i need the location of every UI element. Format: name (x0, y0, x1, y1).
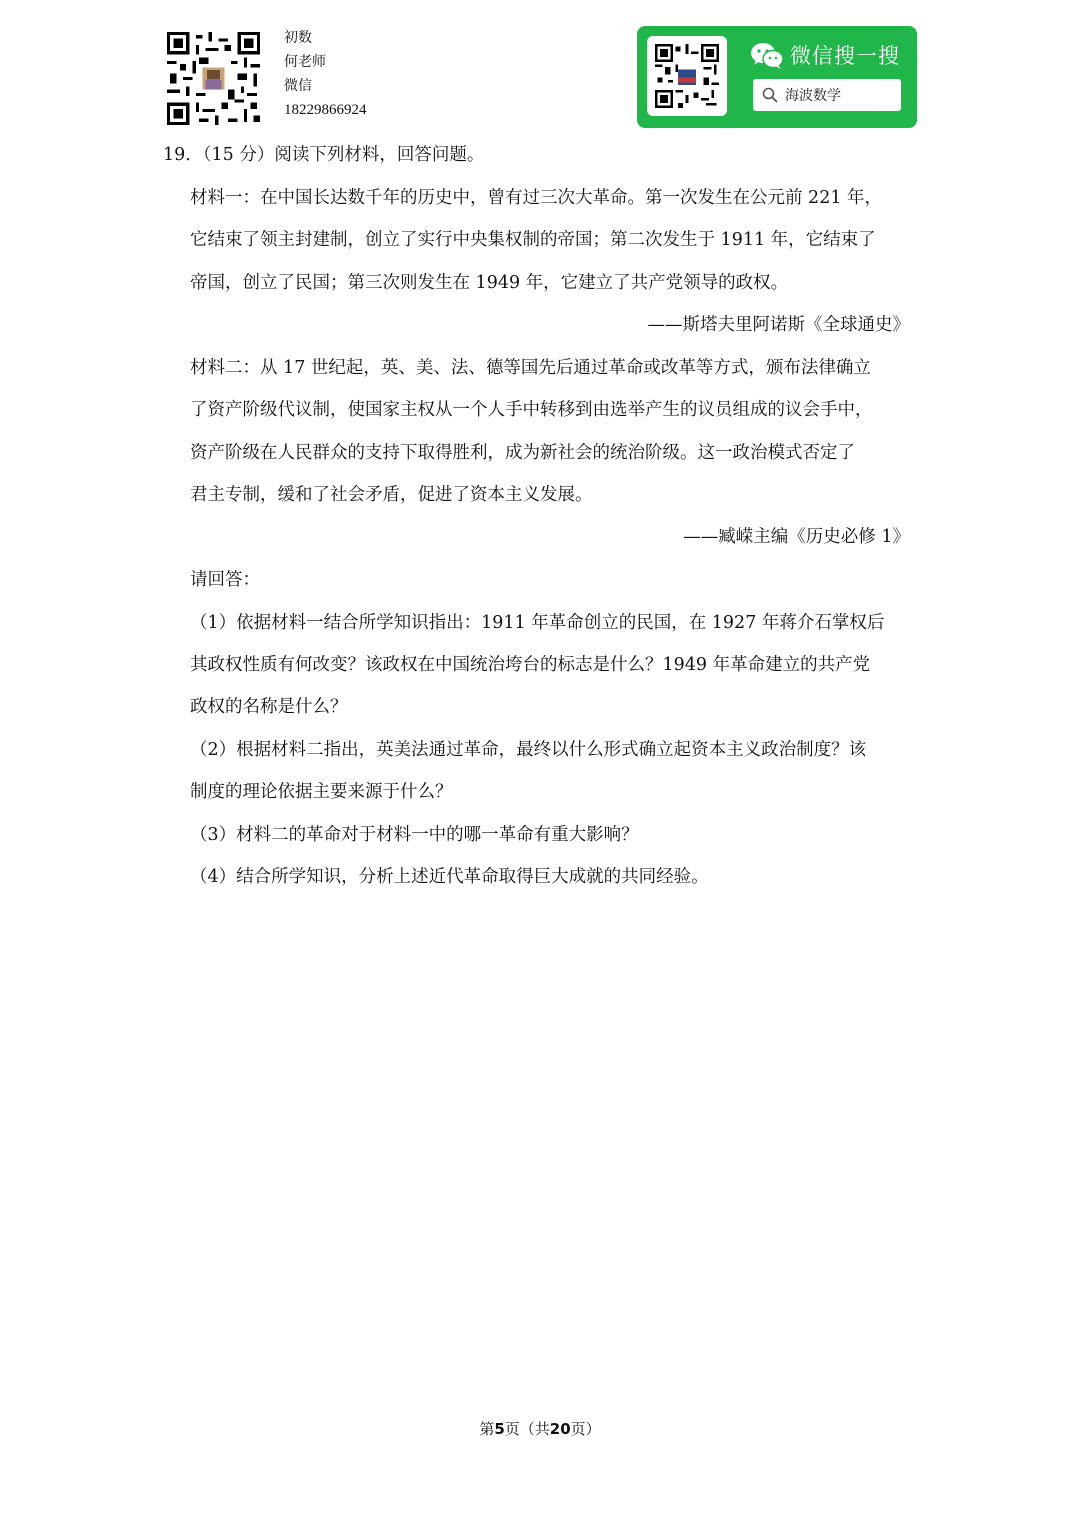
material1-source: ——斯塔夫里阿诺斯《全球通史》 (647, 315, 910, 335)
qr-code-teacher (167, 32, 260, 125)
wechat-search-card[interactable] (637, 26, 917, 128)
answer-prompt: 请回答： (190, 570, 260, 590)
subquestion-1-line: 政权的名称是什么？ (190, 697, 348, 717)
footer-prefix: 第 (479, 1420, 495, 1438)
wechat-logo-icon (750, 42, 784, 70)
subquestion-3: （3）材料二的革命对于材料一中的哪一革命有重大影响？ (190, 825, 639, 845)
subquestion-1-line: （1）依据材料一结合所学知识指出：1911 年革命创立的民国，在 1927 年蒋介石掌权后 (190, 613, 885, 633)
subquestion-1-line: 其政权性质有何改变？该政权在中国统治垮台的标志是什么？1949 年革命建立的共产党 (190, 655, 871, 675)
question-header: 19．（15 分）阅读下列材料，回答问题。 (163, 145, 485, 165)
material1-line: 材料一：在中国长达数千年的历史中，曾有过三次大革命。第一次发生在公元前 221 年， (190, 188, 883, 208)
material1-line: 它结束了领主封建制，创立了实行中央集权制的帝国；第二次发生于 1911 年，它结束了 (190, 230, 876, 250)
footer-total-pages: 20 (549, 1420, 571, 1438)
footer-suffix: 页） (570, 1420, 601, 1438)
material2-line: 君主专制，缓和了社会矛盾，促进了资本主义发展。 (190, 485, 593, 505)
material2-line: 了资产阶级代议制，使国家主权从一个人手中转移到由选举产生的议员组成的议会手中， (190, 400, 873, 420)
footer-mid: 页（共 (504, 1420, 550, 1438)
material2-source: ——臧嵘主编《历史必修 1》 (683, 527, 910, 547)
search-icon (762, 87, 778, 103)
contact-phone: 18229866924 (284, 102, 367, 118)
material2-line: 材料二：从 17 世纪起，英、美、法、德等国先后通过革命或改革等方式，颁布法律确立 (190, 358, 871, 378)
wechat-search-query: 海波数学 (785, 88, 841, 104)
material2-line: 资产阶级在人民群众的支持下取得胜利，成为新社会的统治阶级。这一政治模式否定了 (190, 443, 855, 463)
qr-code-wechat-holder (647, 36, 727, 116)
material1-line: 帝国，创立了民国；第三次则发生在 1949 年，它建立了共产党领导的政权。 (190, 273, 789, 293)
wechat-search-title: 微信搜一搜 (790, 44, 900, 68)
subquestion-2-line: （2）根据材料二指出，英美法通过革命，最终以什么形式确立起资本主义政治制度？该 (190, 740, 867, 760)
contact-label-subject: 初数 (284, 30, 312, 46)
contact-teacher-name: 何老师 (284, 54, 326, 70)
wechat-search-box[interactable] (753, 79, 901, 111)
contact-label-wechat: 微信 (284, 78, 312, 94)
subquestion-2-line: 制度的理论依据主要来源于什么？ (190, 782, 453, 802)
footer-page-number: 5 (494, 1420, 505, 1438)
qr-code-wechat (655, 44, 719, 108)
subquestion-4: （4）结合所学知识，分析上述近代革命取得巨大成就的共同经验。 (190, 867, 709, 887)
page-footer (0, 1418, 1080, 1439)
